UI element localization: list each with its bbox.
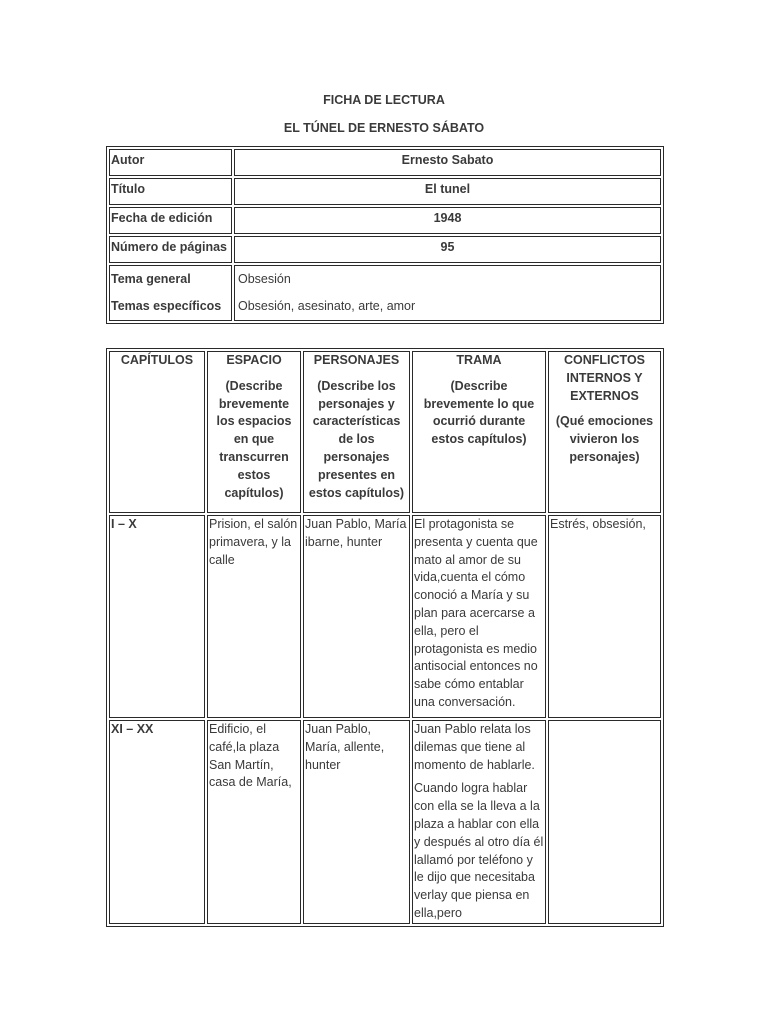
- info-row-temas: [109, 265, 661, 321]
- header-conflictos: [548, 351, 661, 513]
- info-row-autor: [109, 149, 661, 176]
- document-subtitle: EL TÚNEL DE ERNESTO SÁBATO: [283, 121, 485, 135]
- row-capitulos: I – X: [109, 515, 205, 718]
- chapter-row: [109, 720, 661, 924]
- row-trama: El protagonista se presenta y cuenta que mato al amor de su vida,cuenta el cómo conoció a María y su plan para acercarse a ella, pero el protagonista es medio antisocial entonces no sabe cómo entablar una conversación.: [412, 515, 546, 718]
- row-personajes: Juan Pablo, María, allente, hunter: [303, 720, 410, 924]
- titulo-label: Título: [109, 178, 232, 205]
- header-espacio-sub: (Describe brevemente los espacios en que transcurren estos capítulos): [216, 378, 292, 500]
- info-row-paginas: [109, 236, 661, 263]
- chapters-table: [106, 348, 664, 927]
- temas-labels: [109, 265, 232, 321]
- row-conflictos: Estrés, obsesión,: [548, 515, 661, 718]
- header-personajes: [303, 351, 410, 513]
- header-capitulos: [109, 351, 205, 513]
- row-trama: Juan Pablo relata los dilemas que tiene al momento de hablarle.: [414, 722, 535, 772]
- header-trama: [412, 351, 546, 513]
- row-trama-cell: [412, 720, 546, 924]
- temas-especificos-label: Temas específicos: [111, 299, 222, 313]
- header-personajes-sub: (Describe los personajes y características de los personajes presentes en estos capítulos): [308, 378, 405, 500]
- paginas-value: 95: [234, 236, 661, 263]
- header-personajes-label: PERSONAJES: [313, 353, 400, 367]
- chapters-header-row: [109, 351, 661, 513]
- row-espacio: Edificio, el café,la plaza San Martín, casa de María,: [207, 720, 301, 924]
- row-personajes: Juan Pablo, María ibarne, hunter: [303, 515, 410, 718]
- titulo-value: El tunel: [234, 178, 661, 205]
- tema-general-label: Tema general: [111, 272, 191, 286]
- info-row-fecha: [109, 207, 661, 234]
- row-espacio: Prision, el salón primavera, y la calle: [207, 515, 301, 718]
- autor-label: Autor: [109, 149, 232, 176]
- header-conflictos-label: CONFLICTOS INTERNOS Y EXTERNOS: [563, 353, 646, 403]
- header-trama-label: TRAMA: [456, 353, 502, 367]
- header-espacio: [207, 351, 301, 513]
- fecha-value: 1948: [234, 207, 661, 234]
- info-row-titulo: [109, 178, 661, 205]
- temas-especificos-value: Obsesión, asesinato, arte, amor: [238, 299, 416, 313]
- temas-values: [234, 265, 661, 321]
- header-capitulos-label: CAPÍTULOS: [120, 353, 194, 367]
- row-conflictos: [548, 720, 661, 924]
- tema-general-value: Obsesión: [238, 272, 291, 286]
- autor-value: Ernesto Sabato: [234, 149, 661, 176]
- header-trama-sub: (Describe brevemente lo que ocurrió durante estos capítulos): [423, 378, 535, 447]
- header-espacio-label: ESPACIO: [226, 353, 282, 367]
- book-info-table: [106, 146, 664, 324]
- row-trama-continued: Cuando logra hablar con ella se la lleva a la plaza a hablar con ella y después al otro día él lallamó por teléfono y le dijo que necesitaba verlay que piensa en ella,pero: [414, 781, 544, 920]
- header-conflictos-sub: (Qué emociones vivieron los personajes): [555, 414, 654, 464]
- paginas-label: Número de páginas: [109, 236, 232, 263]
- fecha-label: Fecha de edición: [109, 207, 232, 234]
- document-title: FICHA DE LECTURA: [323, 93, 445, 107]
- chapter-row: [109, 515, 661, 718]
- row-capitulos: XI – XX: [109, 720, 205, 924]
